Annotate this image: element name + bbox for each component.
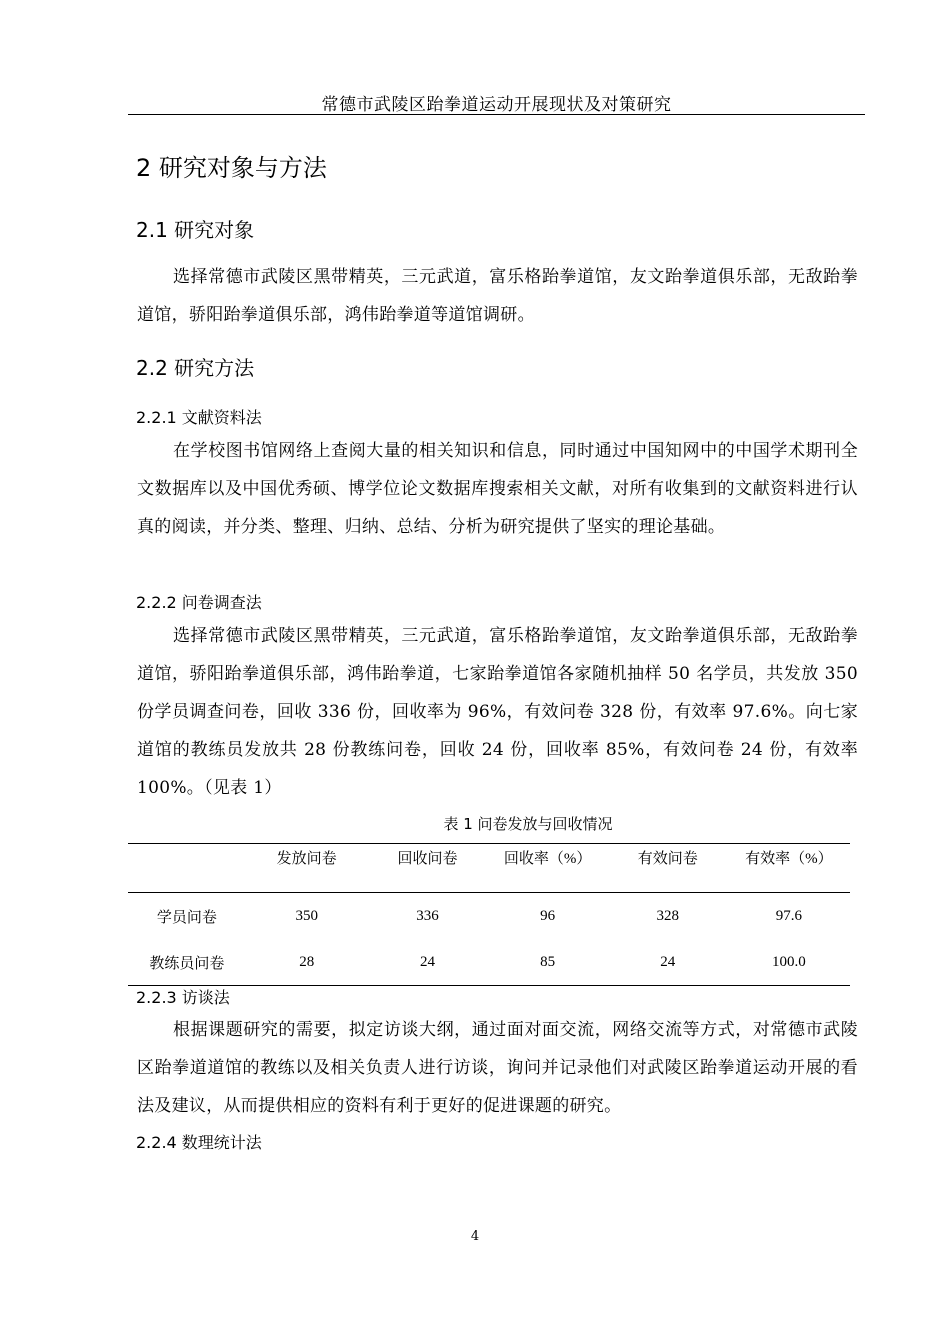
table-cell: 336 <box>416 907 439 924</box>
table-cell: 97.6 <box>775 907 802 924</box>
table-header-cell: 有效率（%） <box>728 844 850 893</box>
table-cell: 学员问卷 <box>156 909 217 926</box>
heading-2-2-3: 2.2.3 访谈法 <box>136 988 230 1007</box>
table-cell: 24 <box>368 939 488 986</box>
table-row <box>128 893 850 940</box>
paragraph-2-2-1: 在学校图书馆网络上查阅大量的相关知识和信息，同时通过中国知网中的中国学术期刊全文数据库以及中国优秀硕、博学位论文数据库搜索相关文献，对所有收集到的文献资料进行认真的阅读，并分类、整理、归纳、总结、分析为研究提供了坚实的理论基础。 <box>137 441 858 537</box>
table-header-cell: 有效问卷 <box>608 844 728 893</box>
heading-2-2-4: 2.2.4 数理统计法 <box>136 1133 262 1152</box>
paragraph-2-2-2: 选择常德市武陵区黑带精英，三元武道，富乐格跆拳道馆，友文跆拳道俱乐部，无敌跆拳道馆，骄阳跆拳道俱乐部，鸿伟跆拳道，七家跆拳道馆各家随机抽样 50 名学员，共发放 350 份学员调查问卷，回收 336 份，回收率为 96%，有效问卷 328 份，有效率 97.6%。向七家道馆的教练员发放共 28 份教练问卷，回收 24 份，回收率 85%，有效问卷 24 份，有效率 100%。（见表 1） <box>137 626 858 798</box>
table-cell: 350 <box>295 907 318 924</box>
table-header-cell: 回收问卷 <box>368 844 488 893</box>
table-cell: 100.0 <box>728 939 850 986</box>
header-rule <box>128 114 865 115</box>
section-heading-2: 2 研究对象与方法 <box>136 154 327 182</box>
table-cell: 教练员问卷 <box>128 939 246 986</box>
heading-2-1: 2.1 研究对象 <box>136 218 255 242</box>
running-header: 常德市武陵区跆拳道运动开展现状及对策研究 <box>321 95 672 115</box>
table-row <box>128 939 850 986</box>
table-header-row <box>128 844 850 893</box>
table-header-cell <box>128 844 246 893</box>
heading-2-2: 2.2 研究方法 <box>136 356 255 380</box>
table-cell: 328 <box>656 907 679 924</box>
table-cell: 96 <box>540 907 556 924</box>
paragraph-2-1: 选择常德市武陵区黑带精英，三元武道，富乐格跆拳道馆，友文跆拳道俱乐部，无敌跆拳道馆，骄阳跆拳道俱乐部，鸿伟跆拳道等道馆调研。 <box>137 267 858 325</box>
table-header-cell: 发放问卷 <box>246 844 368 893</box>
heading-2-2-1: 2.2.1 文献资料法 <box>136 408 262 427</box>
survey-table <box>128 843 850 986</box>
table-cell: 85 <box>487 939 607 986</box>
table-header-cell: 回收率（%） <box>487 844 607 893</box>
table-cell: 24 <box>608 939 728 986</box>
heading-2-2-2: 2.2.2 问卷调查法 <box>136 593 262 612</box>
paragraph-2-2-3: 根据课题研究的需要，拟定访谈大纲，通过面对面交流，网络交流等方式，对常德市武陵区跆拳道道馆的教练以及相关负责人进行访谈，询问并记录他们对武陵区跆拳道运动开展的看法及建议，从而提供相应的资料有利于更好的促进课题的研究。 <box>137 1020 858 1116</box>
table-caption: 表 1 问卷发放与回收情况 <box>443 815 613 833</box>
page-number: 4 <box>470 1229 480 1244</box>
table-cell: 28 <box>246 939 368 986</box>
